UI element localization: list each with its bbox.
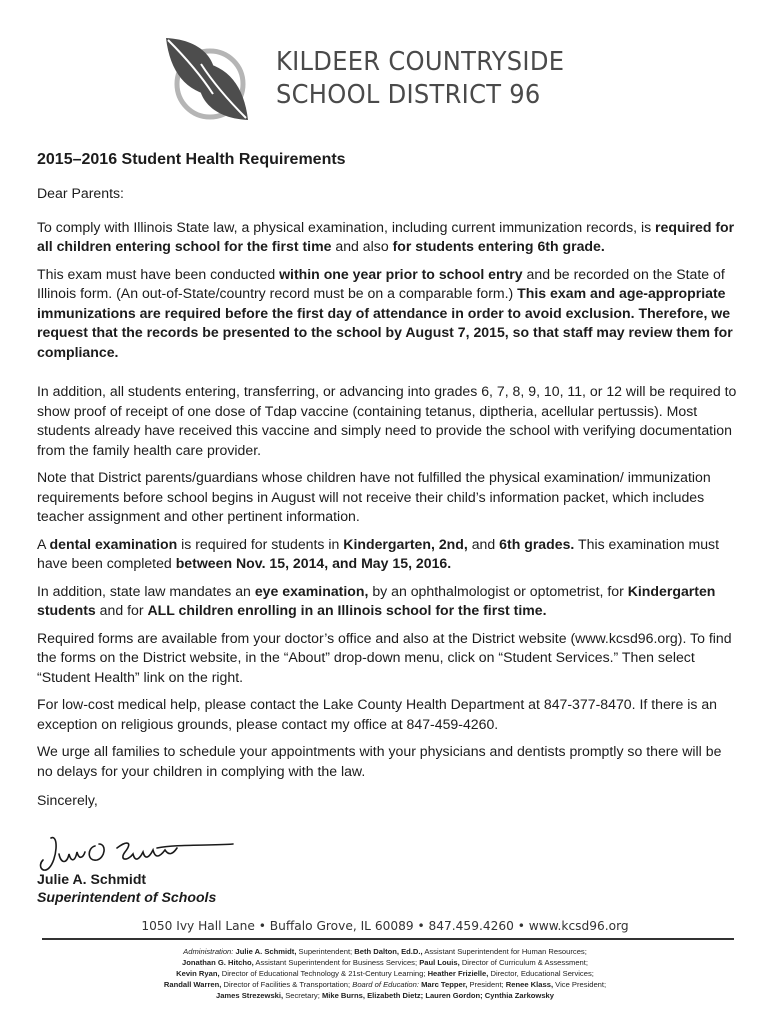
staff-role: Administration: [183, 947, 234, 956]
staff-role: President; [467, 980, 506, 989]
staff-role: Superintendent; [296, 947, 355, 956]
administration-line [0, 957, 770, 968]
bold-text: ALL children enrolling in an Illinois school for the first time. [147, 602, 547, 618]
staff-name: Marc Tepper, [421, 980, 468, 989]
text-run: For low-cost medical help, please contact the Lake County Health Department at 847-377-8470. If there is an exception on religious grounds, please contact my office at 847-459-4260. [37, 696, 718, 732]
closing: Sincerely, [37, 792, 98, 808]
bold-text: Kindergarten, 2nd, [343, 535, 468, 552]
text-run: This examination must have been completed [37, 535, 720, 571]
staff-role: Director of Curriculum & Assessment; [459, 958, 588, 967]
paragraph-tdap [37, 382, 737, 460]
text-run: We urge all families to schedule your appointments with your physicians and dentists promptly so there will be no delays for your children in complying with the law. [37, 743, 722, 779]
footer-address: 1050 Ivy Hall Lane • Buffalo Grove, IL 60089 • 847.459.4260 • www.kcsd96.org [141, 919, 629, 933]
staff-role: Secretary; [283, 991, 322, 1000]
handwritten-signature [37, 830, 237, 876]
staff-name: Beth Dalton, Ed.D., [354, 947, 423, 956]
text-run: In addition, all students entering, transferring, or advancing into grades 6, 7, 8, 9, 10, 11, or 12 will be required to show proof of receipt of one dose of Tdap vaccine (containing tetanus, diptheria, acellular pertussis). Most students already have received this vaccine and simply need to provide the school with verifying documentation from the family health care provider. [37, 383, 737, 458]
signer-name: Julie A. Schmidt [37, 871, 147, 887]
administration-line [0, 990, 770, 1001]
bold-text: for students entering 6th grade. [392, 238, 605, 254]
paragraph-exam-timing [37, 265, 737, 363]
signer-title: Superintendent of Schools [37, 889, 217, 905]
district-name [276, 46, 564, 112]
staff-name: Heather Frizielle, [427, 969, 489, 978]
text-run: and for [95, 602, 148, 618]
staff-name: Randall Warren, [163, 980, 222, 989]
paragraph-information-packet [37, 468, 737, 527]
staff-role: Vice President; [553, 980, 607, 989]
text-run: This exam must have been conducted [37, 265, 280, 282]
staff-name: Renee Klass, [505, 980, 554, 989]
staff-role: Board of Education: [352, 980, 419, 989]
staff-role: Director of Educational Technology & 21st-Century Learning; [219, 969, 428, 978]
text-run: Note that District parents/guardians whose children have not fulfilled the physical examination/ immunization requirements before school begins in August will not receive their child’s information packet, which includes teacher assignment and other pertinent information. [37, 469, 711, 524]
letterhead [164, 36, 584, 122]
bold-text: eye examination, [254, 582, 369, 599]
text-run: is required for students in [177, 535, 344, 552]
bold-text: 6th grades. [499, 535, 575, 552]
staff-name: Mike Burns, Elizabeth Dietz; Lauren Gordon; Cynthia Zarkowsky [321, 991, 555, 1000]
staff-role: Assistant Superintendent for Business Services; [253, 958, 420, 967]
staff-name: James Strezewski, [215, 991, 284, 1000]
staff-name: Jonathan G. Hitcho, [181, 958, 254, 967]
district-name-line1: KILDEER COUNTRYSIDE [276, 47, 565, 77]
staff-role: Assistant Superintendent for Human Resources; [422, 947, 587, 956]
text-run: Required forms are available from your doctor’s office and also at the District website (www.kcsd96.org). To find the forms on the District website, in the “About” drop-down menu, click on “Student Services.” Then select “Student Health” link on the right. [37, 629, 732, 685]
text-run: and be recorded on the State of Illinois form. (An out-of-State/country record must be on a comparable form.) [37, 265, 725, 301]
bold-text: between Nov. 15, 2014, and May 15, 2016. [175, 555, 452, 571]
text-run: and also [331, 238, 393, 254]
text-run: In addition, state law mandates an [37, 582, 255, 599]
bold-text: within one year prior to school entry [279, 265, 523, 282]
paragraph-urge-families [37, 742, 737, 781]
administration-list [0, 946, 770, 1001]
text-run: and [467, 535, 500, 552]
bold-text: Kindergarten students [37, 582, 716, 618]
paragraph-eye-exam [37, 582, 737, 621]
staff-name: Paul Louis, [419, 958, 460, 967]
bold-text: dental examination [49, 535, 178, 552]
bold-text: required for all children entering school for the first time [37, 218, 735, 254]
text-run: by an ophthalmologist or optometrist, for [368, 582, 628, 599]
bold-text: This exam and age-appropriate immunizations are required before the first day of attendance in order to avoid exclusion. Therefore, we request that the records be presented to the school by August 7, 2015, so that staff may review them for compliance. [37, 285, 733, 360]
paragraph-low-cost-help [37, 695, 737, 734]
staff-role: Director, Educational Services; [488, 969, 594, 978]
staff-name: Julie A. Schmidt, [235, 947, 297, 956]
letter-title: 2015–2016 Student Health Requirements [37, 151, 346, 168]
staff-role: Director of Facilities & Transportation; [221, 980, 353, 989]
administration-line [0, 979, 770, 990]
text-run: A [37, 535, 50, 552]
letter-body [37, 150, 737, 819]
paragraph-physical-exam [37, 218, 737, 257]
greeting: Dear Parents: [37, 185, 124, 201]
footer-divider [42, 938, 734, 940]
administration-line [0, 946, 770, 957]
administration-line [0, 968, 770, 979]
staff-name: Kevin Ryan, [176, 969, 220, 978]
text-run: To comply with Illinois State law, a physical examination, including current immunization records, is [37, 218, 656, 235]
paragraph-dental-exam [37, 535, 737, 574]
paragraph-forms [37, 629, 737, 688]
district-name-line2: SCHOOL DISTRICT 96 [276, 80, 541, 110]
leaf-emblem-icon [164, 36, 250, 122]
